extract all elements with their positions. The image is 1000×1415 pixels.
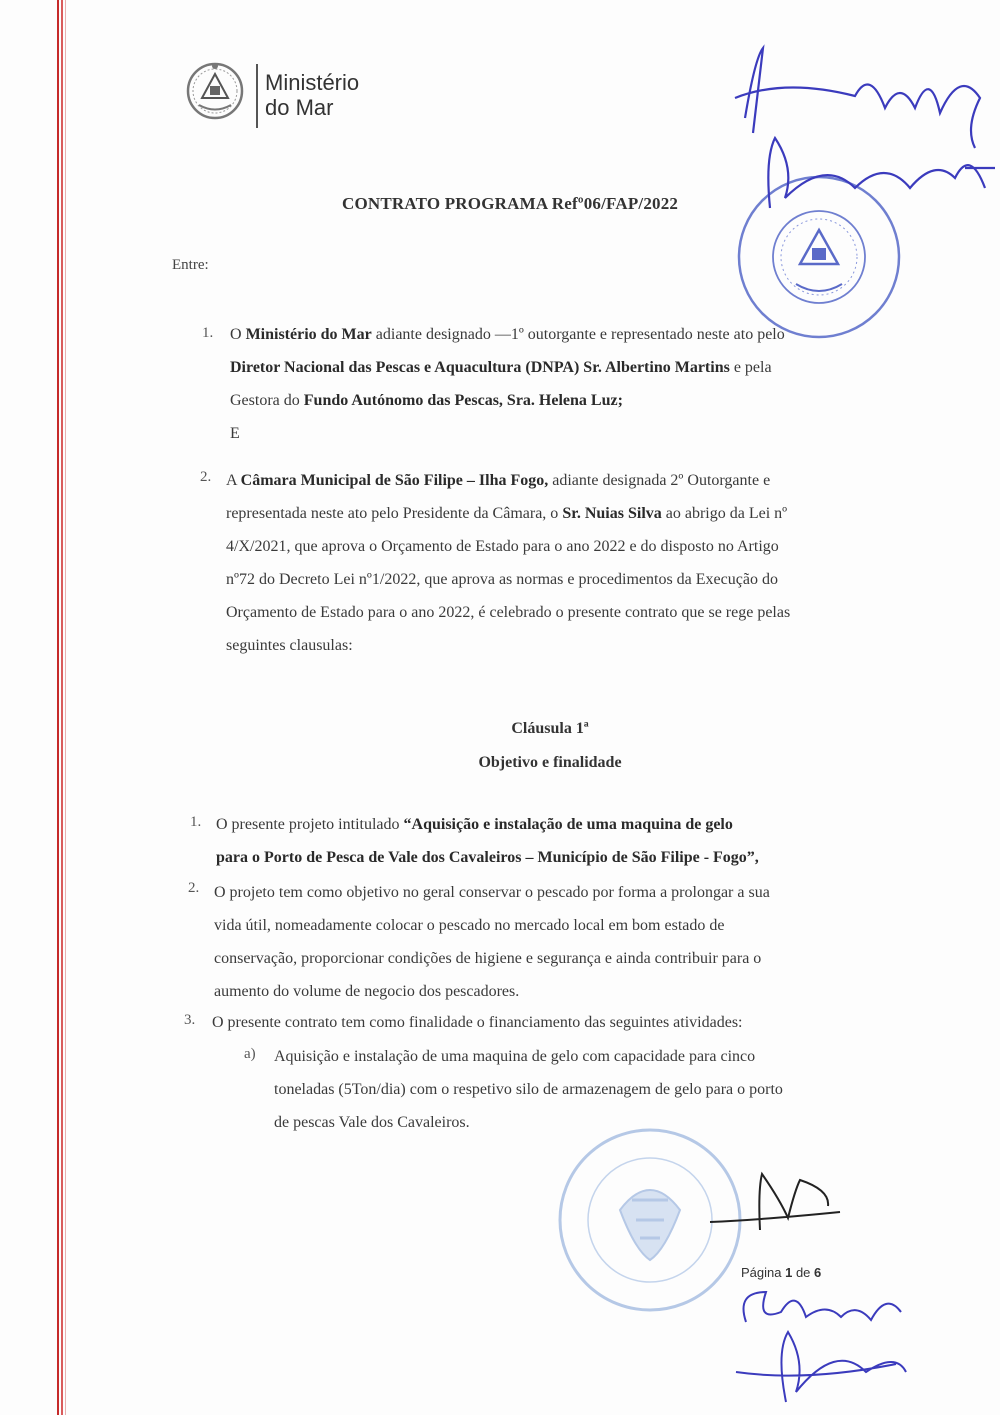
party-number: 2. (200, 469, 212, 485)
clause-item-number: 1. (190, 814, 202, 830)
municipality-name: Câmara Municipal de São Filipe – Ilha Fogo, (240, 472, 549, 489)
logo-line: do Mar (265, 95, 334, 120)
clause-title: Cláusula 1ª (511, 720, 589, 737)
signature-top (725, 38, 1000, 248)
text-line (230, 351, 870, 384)
text-line (230, 384, 870, 417)
text-line: Aquisição e instalação de uma maquina de gelo com capacidade para cinco (274, 1048, 756, 1065)
page-edge-line (57, 0, 59, 1415)
director-name: Diretor Nacional das Pescas e Aquacultura (DNPA) Sr. Albertino Martins (230, 359, 730, 376)
document-title: CONTRATO PROGRAMA Refº06/FAP/2022 (342, 194, 679, 213)
ministry-logo (183, 58, 423, 132)
signature-middle (700, 1160, 850, 1240)
coat-of-arms-icon (183, 58, 247, 122)
page-label: Página (741, 1265, 786, 1280)
text-segment: adiante designada 2º Outorgante e (548, 472, 771, 489)
president-name: Sr. Nuias Silva (562, 505, 662, 522)
text-segment: Gestora do (230, 392, 304, 409)
clause-subtitle: Objetivo e finalidade (478, 754, 622, 771)
party-2-text (226, 464, 866, 662)
text-line: Orçamento de Estado para o ano 2022, é celebrado o presente contrato que se rege pelas (226, 604, 791, 621)
text-segment: A (226, 472, 241, 489)
signature-bottom (726, 1272, 916, 1412)
text-line: toneladas (5Ton/dia) com o respetivo silo de armazenagem de gelo para o porto (274, 1081, 783, 1098)
clause-item-2 (214, 876, 874, 1008)
text-segment: representada neste ato pelo Presidente da Câmara, o (226, 505, 563, 522)
party-number: 1. (202, 325, 214, 341)
text-line: vida útil, nomeadamente colocar o pescado no mercado local em bom estado de (214, 917, 725, 934)
sub-item-label: a) (244, 1046, 256, 1062)
page-edge-line (61, 0, 63, 1415)
text-line (226, 497, 866, 530)
project-title-continued: para o Porto de Pesca de Vale dos Cavaleiros – Município de São Filipe - Fogo”, (216, 849, 759, 866)
project-title: “Aquisição e instalação de uma maquina de gelo (403, 816, 733, 833)
intro-text: Entre: (172, 257, 209, 273)
text-line: aumento do volume de negocio dos pescadores. (214, 983, 520, 1000)
page-separator: de (792, 1265, 815, 1280)
text-segment: adiante designado —1º outorgante e representado neste ato pelo (371, 326, 785, 343)
clause-item-number: 3. (184, 1012, 196, 1028)
ministry-name: Ministério do Mar (245, 326, 372, 343)
text-line: E (230, 425, 240, 442)
text-line (216, 808, 876, 841)
logo-divider (256, 64, 258, 128)
text-line: seguintes clausulas: (226, 637, 353, 654)
text-segment: ao abrigo da Lei nº (661, 505, 788, 522)
text-line: conservação, proporcionar condições de higiene e segurança e ainda contribuir para o (214, 950, 762, 967)
text-line: O projeto tem como objetivo no geral conservar o pescado por forma a prolongar a sua (214, 884, 770, 901)
text-line: de pescas Vale dos Cavaleiros. (274, 1114, 470, 1131)
text-line: 4/X/2021, que aprova o Orçamento de Estado para o ano 2022 e do disposto no Artigo (226, 538, 779, 555)
page-edge-line (65, 0, 66, 1415)
text-segment: O (230, 326, 246, 343)
text-line: O presente contrato tem como finalidade o financiamento das seguintes atividades: (212, 1014, 743, 1031)
text-segment: O presente projeto intitulado (216, 816, 404, 833)
clause-item-number: 2. (188, 880, 200, 896)
logo-wordmark (265, 70, 359, 120)
page-number (741, 1265, 821, 1280)
current-page: 1 (785, 1265, 793, 1280)
text-segment: e pela (729, 359, 772, 376)
fund-name: Fundo Autónomo das Pescas, Sra. Helena Luz; (303, 392, 623, 409)
text-line (226, 464, 866, 497)
text-line: nº72 do Decreto Lei nº1/2022, que aprova as normas e procedimentos da Execução do (226, 571, 778, 588)
clause-item-3 (212, 1006, 872, 1039)
clause-item-1 (216, 808, 876, 874)
logo-line: Ministério (265, 70, 360, 95)
total-pages: 6 (814, 1265, 822, 1280)
